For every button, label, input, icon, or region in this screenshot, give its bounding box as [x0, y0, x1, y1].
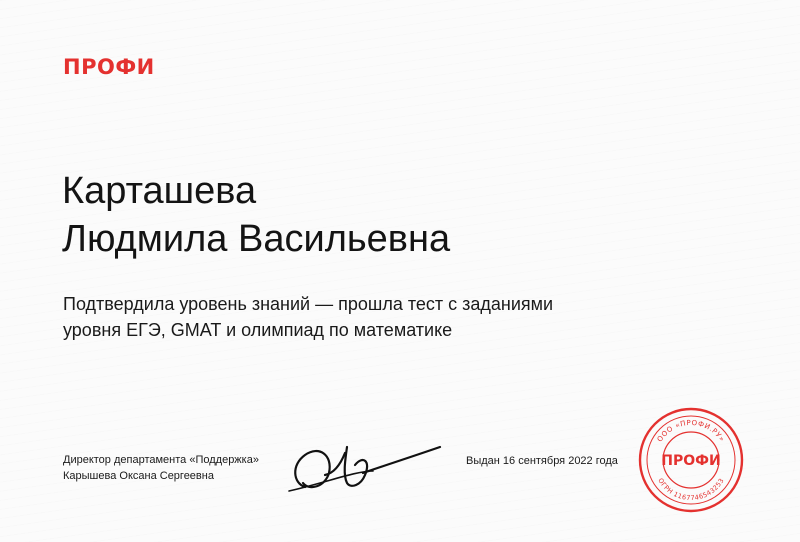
handwritten-signature	[285, 425, 445, 505]
signer-name: Карышева Оксана Сергеевна	[63, 470, 214, 482]
signer-block	[63, 452, 259, 484]
stamp-top-text: ООО «ПРОФИ.РУ»	[655, 418, 727, 444]
stamp-bottom-text: ОГРН 1167746543253	[656, 476, 726, 503]
issue-date: Выдан 16 сентября 2022 года	[466, 455, 618, 467]
stamp-center-text: ПРОФИ	[661, 453, 721, 469]
description-line-1: Подтвердила уровень знаний — прошла тест с заданиями	[63, 294, 554, 314]
recipient-first-middle-name: Людмила Васильевна	[62, 218, 451, 260]
profi-logo: ПРОФИ	[63, 55, 155, 79]
achievement-description	[63, 291, 663, 343]
signer-position: Директор департамента «Поддержка»	[63, 454, 259, 466]
svg-text:ОГРН 1167746543253	[656, 477, 725, 502]
svg-text:ООО «ПРОФИ.РУ»	[656, 419, 726, 444]
description-line-2: уровня ЕГЭ, GMAT и олимпиад по математике	[63, 320, 453, 340]
recipient-last-name: Карташева	[62, 170, 257, 212]
recipient-name	[62, 167, 450, 263]
company-stamp	[636, 405, 746, 515]
